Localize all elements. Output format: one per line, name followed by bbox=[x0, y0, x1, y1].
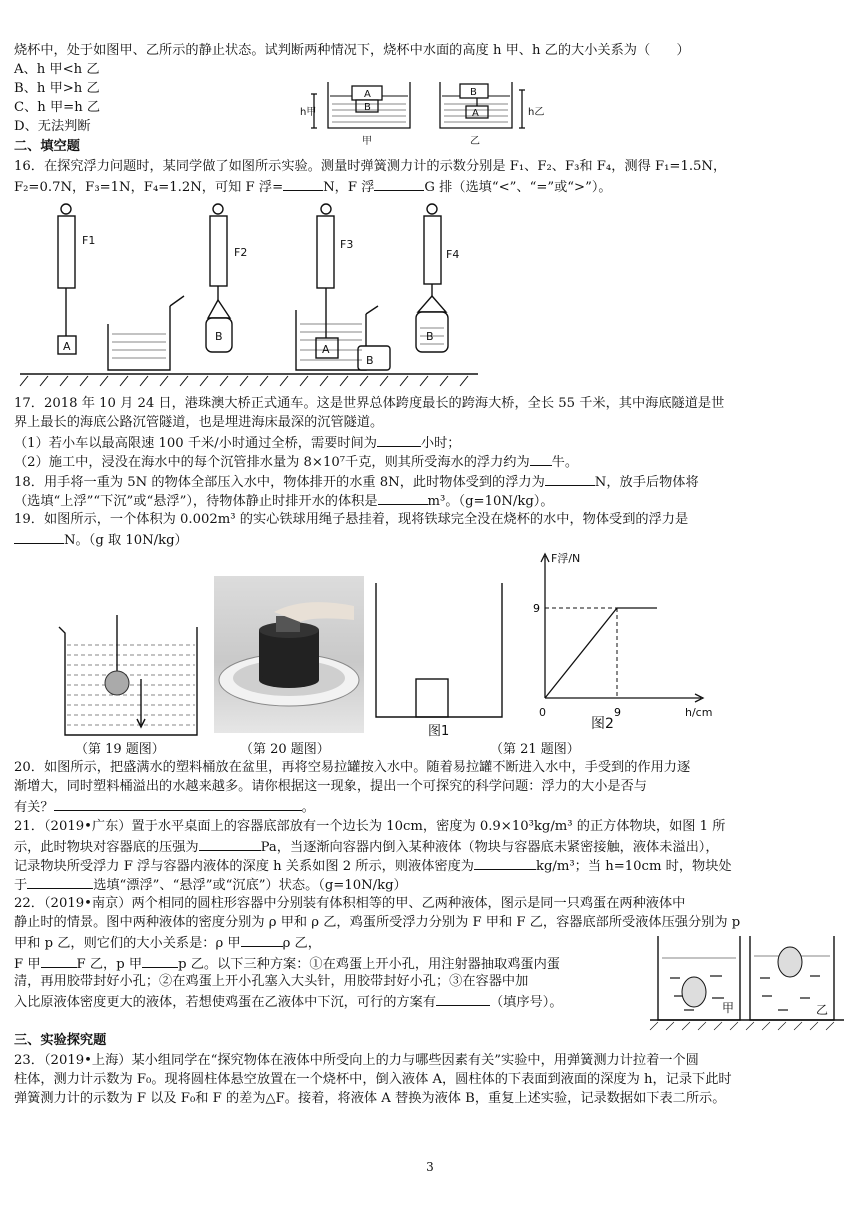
chart-series-line bbox=[545, 608, 657, 698]
q19-beaker-figure bbox=[55, 615, 205, 740]
q17-blank-2[interactable] bbox=[530, 452, 552, 466]
q17-line-1: 17．2018 年 10 月 24 日，港珠澳大桥正式通车。这是世界总体跨度最长的跨海大桥，全长 55 千米，其中海底隧道是世 bbox=[14, 396, 725, 411]
q21-line-3: 记录物块所受浮力 F 浮与容器内液体的深度 h 关系如图 2 所示，则液体密度为 kg/m³；当 h=10cm 时，物块处 bbox=[14, 856, 732, 876]
q22-label-yi: 乙 bbox=[816, 1003, 829, 1017]
label-f1: F1 bbox=[82, 234, 96, 247]
q21-caption: （第 21 题图） bbox=[490, 742, 580, 757]
caption-yi: 乙 bbox=[470, 136, 480, 147]
q16-blank-1[interactable] bbox=[283, 177, 323, 191]
q22-egg-figure bbox=[650, 936, 846, 1032]
q17-sub-1: （1）若小车以最高限速 100 千米/小时通过全桥，需要时间为 小时； bbox=[14, 433, 460, 453]
q19-caption: （第 19 题图） bbox=[75, 742, 165, 757]
label-f4: F4 bbox=[446, 248, 460, 261]
q15-option-b: B、h 甲>h 乙 bbox=[14, 81, 100, 96]
section-heading-fill-in: 二、填空题 bbox=[14, 139, 80, 154]
q22-label-jia: 甲 bbox=[722, 1001, 735, 1015]
q16-line-1: 16．在探究浮力问题时，某同学做了如图所示实验。测量时弹簧测力计的示数分别是 F₁、F₂、F₃和 F₄，测得 F₁=1.5N， bbox=[14, 159, 727, 174]
label-h-right: h乙 bbox=[528, 107, 545, 118]
q23-line-1: 23．（2019•上海）某小组同学在“探究物体在液体中所受向上的力与哪些因素有关”实验中，用弹簧测力计拉着一个圆 bbox=[14, 1053, 699, 1068]
q15-beaker-figure bbox=[300, 70, 560, 150]
q20-caption: （第 20 题图） bbox=[240, 742, 330, 757]
q22-line-3: 甲和 p 乙，则它们的大小关系是：ρ 甲 ρ 乙， bbox=[14, 933, 321, 953]
q23-line-3: 弹簧测力计的示数为 F 以及 F₀和 F 的差为△F。接着，将液体 A 替换为液体 B，重复上述实验，记录数据如下表二所示。 bbox=[14, 1091, 726, 1106]
page-number: 3 bbox=[426, 1160, 434, 1174]
q21-blank-3[interactable] bbox=[27, 875, 93, 889]
label-block-b-right: B bbox=[470, 87, 477, 98]
label-f2: F2 bbox=[234, 246, 248, 259]
chart-xlabel: h/cm bbox=[685, 706, 713, 719]
label-block-a-left: A bbox=[364, 89, 371, 100]
q20-line-1: 20．如图所示，把盛满水的塑料桶放在盆里，再将空易拉罐按入水中。随着易拉罐不断进入水中，手受到的作用力逐 bbox=[14, 760, 691, 775]
label-h-left: h甲 bbox=[300, 107, 317, 118]
q17-blank-1[interactable] bbox=[377, 433, 421, 447]
chart-xtick-label: 9 bbox=[614, 706, 621, 719]
q22-line-6: 入比原液体密度更大的液体，若想使鸡蛋在乙液体中下沉，可行的方案有 （填序号）。 bbox=[14, 992, 563, 1012]
fig1-label: 图1 bbox=[428, 724, 450, 739]
label-f3: F3 bbox=[340, 238, 354, 251]
chart-ytick-label: 9 bbox=[533, 602, 540, 615]
q15-option-d: D、无法判断 bbox=[14, 119, 91, 134]
label-block-a-f1: A bbox=[63, 340, 71, 353]
q21-blank-2[interactable] bbox=[474, 856, 536, 870]
q19-line-1: 19．如图所示，一个体积为 0.002m³ 的实心铁球用绳子悬挂着，现将铁球完全没在烧杯的水中，物体受到的浮力是 bbox=[14, 512, 689, 527]
q18-line-2: （选填“上浮”“下沉”或“悬浮”），待物体静止时排开水的体积是 m³。（g=10N/kg）。 bbox=[14, 491, 554, 511]
q16-line-2: F₂=0.7N，F₃=1N，F₄=1.2N，可知 F 浮= N，F 浮 G 排（选填“<”、“=”或“>”）。 bbox=[14, 177, 612, 197]
label-block-b-f2: B bbox=[215, 330, 223, 343]
q22-blank-4[interactable] bbox=[436, 992, 490, 1006]
q21-figure-2-chart bbox=[515, 548, 715, 738]
q18-blank-2[interactable] bbox=[378, 491, 428, 505]
chart-ylabel: F浮/N bbox=[551, 552, 581, 565]
q17-line-2: 界上最长的海底公路沉管隧道，也是埋进海床最深的沉管隧道。 bbox=[14, 415, 384, 430]
q20-line-2: 渐增大，同时塑料桶溢出的水越来越多。请你根据这一现象，提出一个可探究的科学问题：浮力的大小是否与 bbox=[14, 779, 647, 794]
q17-sub-2: （2）施工中，浸没在海水中的每个沉管排水量为 8×10⁷千克，则其所受海水的浮力约为 牛。 bbox=[14, 452, 578, 472]
q22-line-1: 22．（2019•南京）两个相同的圆柱形容器中分别装有体积相等的甲、乙两种液体，图示是同一只鸡蛋在两种液体中 bbox=[14, 896, 686, 911]
q19-line-2: N。（g 取 10N/kg） bbox=[14, 530, 188, 550]
caption-jia: 甲 bbox=[362, 136, 372, 147]
q20-blank[interactable] bbox=[54, 797, 302, 811]
q22-line-4: F 甲 F 乙，p 甲 p 乙。以下三种方案：①在鸡蛋上开小孔，用注射器抽取鸡蛋内蛋 bbox=[14, 954, 560, 974]
section-heading-experiment: 三、实验探究题 bbox=[14, 1033, 107, 1048]
q16-blank-2[interactable] bbox=[374, 177, 424, 191]
label-block-b-left: B bbox=[364, 102, 371, 113]
q22-blank-2[interactable] bbox=[41, 954, 77, 968]
q23-line-2: 柱体，测力计示数为 F₀。现将圆柱体悬空放置在一个烧杯中，倒入液体 A，圆柱体的下表面到液面的深度为 h，记录下此时 bbox=[14, 1072, 732, 1087]
q21-figure-1 bbox=[372, 583, 507, 738]
q15-stem: 烧杯中，处于如图甲、乙所示的静止状态。试判断两种情况下，烧杯中水面的高度 h 甲、h 乙的大小关系为（ ） bbox=[14, 43, 690, 58]
label-block-a-f3: A bbox=[322, 343, 330, 356]
label-block-b-overflow: B bbox=[366, 354, 374, 367]
q21-line-4: 于 选填“漂浮”、“悬浮”或“沉底”）状态。（g=10N/kg） bbox=[14, 875, 407, 895]
q22-blank-1[interactable] bbox=[241, 933, 283, 947]
label-block-b-f4: B bbox=[426, 330, 434, 343]
q20-photo bbox=[214, 576, 364, 733]
q18-blank-1[interactable] bbox=[545, 472, 595, 486]
q18-line-1: 18．用手将一重为 5N 的物体全部压入水中，物体排开的水重 8N，此时物体受到的浮力为 N，放手后物体将 bbox=[14, 472, 699, 492]
fig2-label: 图2 bbox=[591, 716, 614, 732]
q16-spring-scale-figure bbox=[20, 200, 500, 388]
q19-blank[interactable] bbox=[14, 530, 64, 544]
q15-option-a: A、h 甲<h 乙 bbox=[14, 62, 100, 77]
q21-line-1: 21．（2019•广东）置于水平桌面上的容器底部放有一个边长为 10cm，密度为 0.9×10³kg/m³ 的正方体物块，如图 1 所 bbox=[14, 819, 726, 834]
chart-origin: 0 bbox=[539, 706, 546, 719]
q15-option-c: C、h 甲=h 乙 bbox=[14, 100, 101, 115]
q22-line-5: 清，再用胶带封好小孔；②在鸡蛋上开小孔塞入大头针，用胶带封好小孔；③在容器中加 bbox=[14, 974, 529, 989]
q21-line-2: 示，此时物块对容器底的压强为 Pa，当逐渐向容器内倒入某种液体（物块与容器底未紧密接触，液体未溢出）， bbox=[14, 837, 719, 857]
q22-blank-3[interactable] bbox=[142, 954, 178, 968]
q22-line-2: 静止时的情景。图中两种液体的密度分别为 ρ 甲和 ρ 乙，鸡蛋所受浮力分别为 F 甲和 F 乙，容器底部所受液体压强分别为 p bbox=[14, 915, 741, 930]
label-block-a-right: A bbox=[472, 108, 479, 119]
q20-line-3: 有关？ 。 bbox=[14, 797, 315, 817]
q21-blank-1[interactable] bbox=[199, 837, 261, 851]
